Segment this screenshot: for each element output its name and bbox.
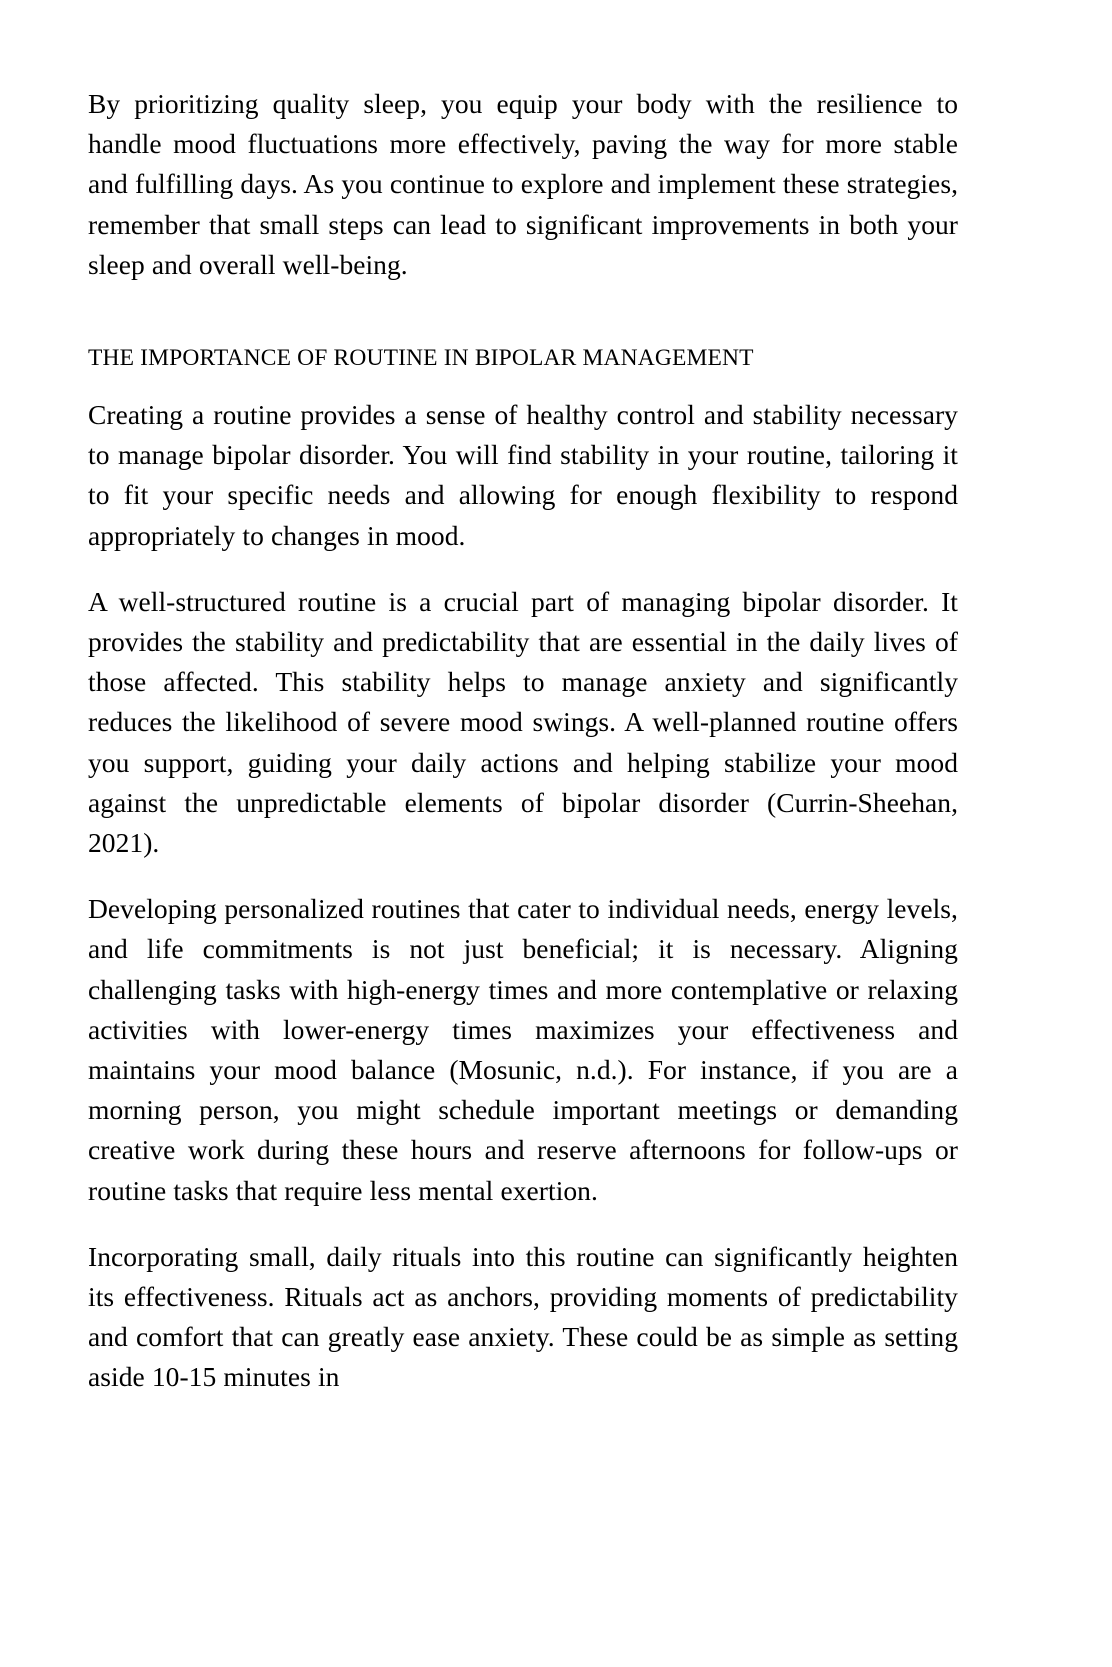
paragraph-2: A well-structured routine is a crucial part of managing bipolar disorder. It provides the stability and predictability that are essential in the daily lives of those affected. This stability helps to manage anxiety and significantly reduces the likelihood of severe mood swings. A well-planned routine offers you support, guiding your daily actions and helping stabilize your mood against the unpredictable elements of bipolar disorder (Currin-Sheehan, 2021).	[88, 585, 958, 859]
paragraph-4: Incorporating small, daily rituals into this routine can significantly heighten its effectiveness. Rituals act as anchors, providing moments of predictability and comfort that can greatly ease anxiety. These could be as simple as setting aside 10-15 minutes in	[88, 1240, 958, 1393]
paragraph-intro: By prioritizing quality sleep, you equip your body with the resilience to handle mood fluctuations more effectively, paving the way for more stable and fulfilling days. As you continue to explore and implement these strategies, remember that small steps can lead to significant improvements in both your sleep and overall well-being.	[88, 88, 958, 280]
page-content	[88, 84, 958, 1398]
section-heading: THE IMPORTANCE OF ROUTINE IN BIPOLAR MANAGEMENT	[88, 345, 754, 372]
paragraph-1: Creating a routine provides a sense of healthy control and stability necessary to manage bipolar disorder. You will find stability in your routine, tailoring it to fit your specific needs and allowing for enough flexibility to respond appropriately to changes in mood.	[88, 399, 958, 551]
paragraph-3: Developing personalized routines that cater to individual needs, energy levels, and life commitments is not just beneficial; it is necessary. Aligning challenging tasks with high-energy times and more contemplative or relaxing activities with lower-energy times maximizes your effectiveness and maintains your mood balance (Mosunic, n.d.). For instance, if you are a morning person, you might schedule important meetings or demanding creative work during these hours and reserve afternoons for follow-ups or routine tasks that require less mental exertion.	[88, 893, 958, 1206]
